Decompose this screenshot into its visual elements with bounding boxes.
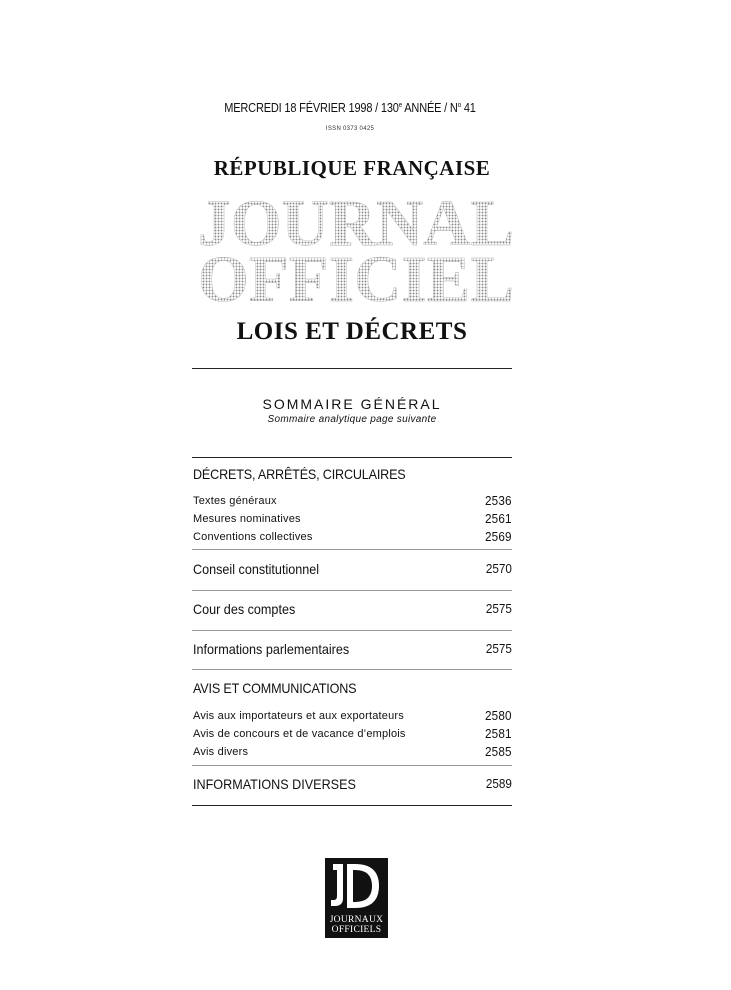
edition-title: LOIS ET DÉCRETS <box>236 318 468 345</box>
row-page: 2561 <box>485 511 512 526</box>
jo-emblem-icon <box>325 858 388 916</box>
date-rest: ANNÉE / N <box>401 101 458 115</box>
row-page: 2536 <box>485 493 512 508</box>
masthead-line-1: JOURNAL <box>198 193 514 260</box>
summary-title: SOMMAIRE GÉNÉRAL <box>262 396 442 412</box>
date-text: MERCREDI 18 FÉVRIER 1998 / 130 <box>224 101 399 115</box>
row-label: Avis divers <box>193 746 249 758</box>
row-label: Textes généraux <box>193 495 277 507</box>
row-page: 2570 <box>485 561 512 576</box>
row-page: 2575 <box>485 601 512 616</box>
divider <box>192 590 512 591</box>
row-label: INFORMATIONS DIVERSES <box>193 776 356 792</box>
row-label: Cour des comptes <box>193 601 296 617</box>
republic-title: RÉPUBLIQUE FRANÇAISE <box>213 156 491 180</box>
logo-line-2: OFFICIELS <box>331 925 382 935</box>
section-heading-decrets: DÉCRETS, ARRÊTÉS, CIRCULAIRES <box>193 466 406 482</box>
date-sup: e <box>398 101 402 109</box>
number-sup: o <box>457 101 461 109</box>
section-heading-avis: AVIS ET COMMUNICATIONS <box>193 680 357 696</box>
row-page: 2569 <box>485 529 512 544</box>
divider <box>192 630 512 631</box>
divider <box>192 765 512 766</box>
row-label: Informations parlementaires <box>193 641 350 657</box>
row-label: Conventions collectives <box>193 531 313 543</box>
row-label: Avis aux importateurs et aux exportateurs <box>193 710 404 722</box>
issn: ISSN 0373 0425 <box>325 126 375 132</box>
row-page: 2580 <box>485 708 512 723</box>
row-page: 2589 <box>485 776 512 791</box>
row-label: Mesures nominatives <box>193 513 301 525</box>
issue-date-line <box>42 101 658 115</box>
divider <box>192 457 512 458</box>
divider <box>192 549 512 550</box>
row-page: 2585 <box>485 744 512 759</box>
journaux-officiels-logo <box>325 858 388 938</box>
masthead-title <box>196 193 516 305</box>
row-page: 2575 <box>485 641 512 656</box>
issue-number: 41 <box>460 101 476 115</box>
divider <box>192 669 512 670</box>
row-page: 2581 <box>485 726 512 741</box>
row-label: Conseil constitutionnel <box>193 561 320 577</box>
summary-subtitle: Sommaire analytique page suivante <box>267 414 437 425</box>
logo-line-1: JOURNAUX <box>329 915 384 925</box>
masthead-line-2: OFFICIEL <box>198 243 514 305</box>
divider <box>192 368 512 369</box>
divider <box>192 805 512 806</box>
row-label: Avis de concours et de vacance d’emplois <box>193 728 406 740</box>
